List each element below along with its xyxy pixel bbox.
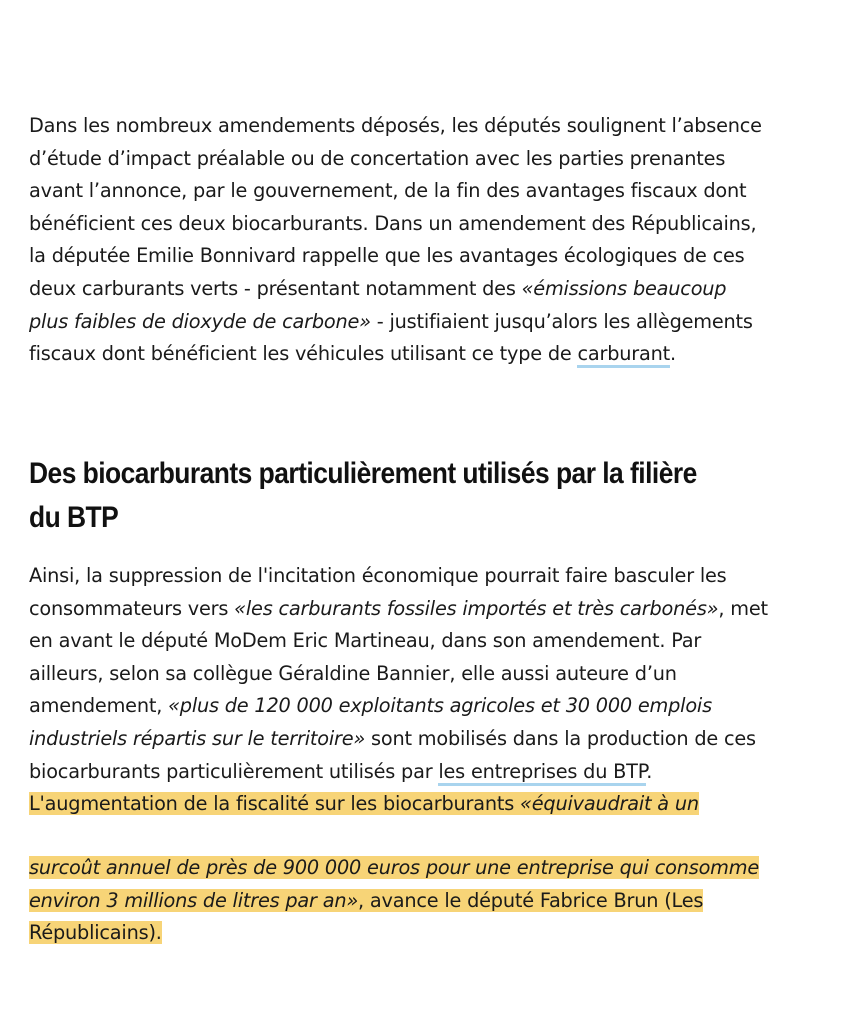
paragraph-text: sont mobilisés dans la production de ces biocarburants particulièrement utilisés par [29,726,756,783]
paragraph-text: . [670,342,676,366]
highlighted-quote: «équivaudrait à un [520,792,699,816]
article-body-highlight [29,852,769,950]
carburant-link[interactable]: carburant [577,342,670,368]
paragraph-text: Ainsi, la suppression de l'incitation économique pourrait faire basculer les consommateurs vers [29,564,727,620]
article-body [29,110,769,371]
highlighted-text: , avance le député Fabrice Brun (Les Républicains). [29,888,704,945]
paragraph-2 [29,560,769,821]
paragraph-3 [29,852,769,950]
quote: «plus de 120 000 exploitants agricoles et 30 000 emplois industriels répartis sur le territoire» [29,694,712,750]
article-body-continued [29,560,769,821]
paragraph-text: Dans les nombreux amendements déposés, les députés soulignent l’absence d’étude d’impact préalable ou de concertation avec les parties prenantes avant l’annonce, par le gouvernement, de la fin des avantages fiscaux dont bénéficient ces deux biocarburants. Dans un amendement des Républicains, la députée Emilie Bonnivard rappelle que les avantages écologiques de ces deux carburants verts - présentant notamment des [29,114,762,300]
highlighted-quote: surcoût annuel de près de 900 000 euros pour une entreprise qui consomme environ 3 millions de litres par an» [29,856,759,912]
quote: «émissions beaucoup plus faibles de dioxyde de carbone» [29,276,727,333]
paragraph-text: . [646,759,653,783]
btp-link[interactable]: les entreprises du BTP [438,760,646,786]
paragraph-text: , met en avant le député MoDem Eric Martineau, dans son amendement. Par ailleurs, selon sa collègue Géraldine Bannier, elle aussi auteure d’un amendement, [29,596,768,718]
highlighted-text: L'augmentation de la fiscalité sur les biocarburants [29,792,521,816]
quote: «les carburants fossiles importés et très carbonés» [234,596,719,620]
section-heading: Des biocarburants particulièrement utilisés par la filière du BTP [29,457,697,534]
paragraph-text: - justifiaient jusqu’alors les allègements fiscaux dont bénéficient les véhicules utilisant ce type de [29,309,753,366]
paragraph-1 [29,110,769,371]
